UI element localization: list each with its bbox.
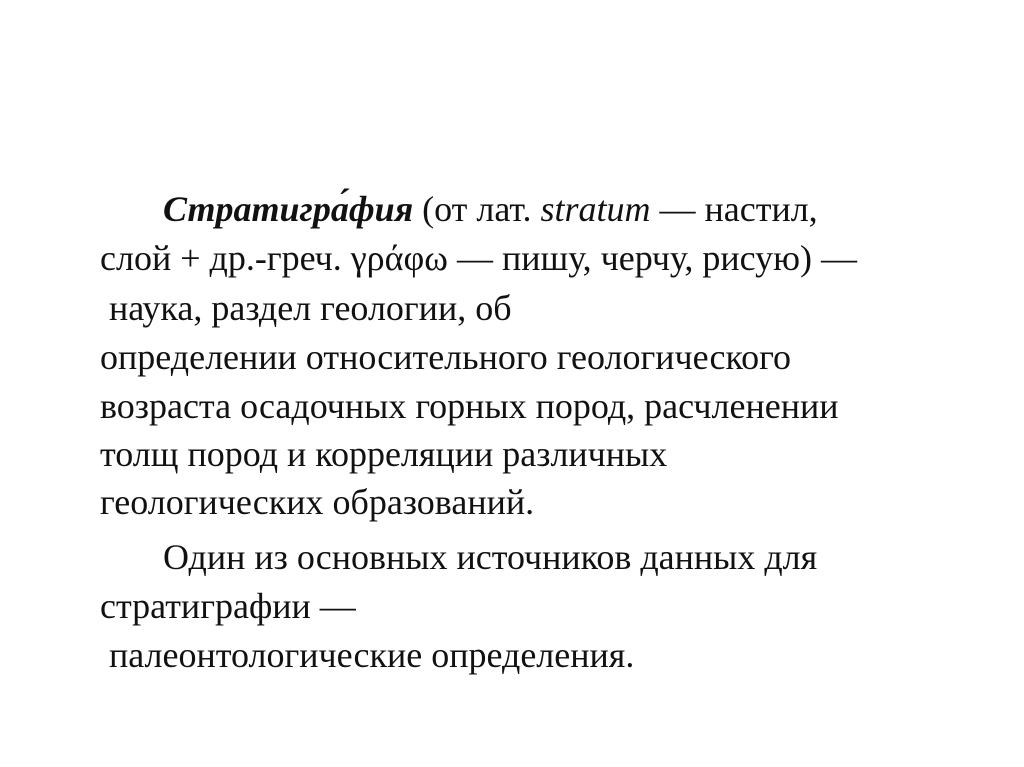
term-stratigraphy: Стратигра́фия bbox=[163, 189, 414, 229]
definition-line-2: слой + др.-греч. γράφω — пишу, черчу, рисую) — bbox=[100, 238, 857, 278]
sources-line-3: палеонтологические определения. bbox=[100, 635, 635, 675]
definition-line-5: возраста осадочных горных пород, расчленении bbox=[100, 386, 839, 426]
sources-line-1: Один из основных источников данных для bbox=[163, 537, 818, 577]
definition-line-4: определении относительного геологического bbox=[100, 337, 791, 377]
definition-line-7: геологических образований. bbox=[100, 482, 535, 522]
latin-word: stratum bbox=[540, 189, 651, 229]
etymology-prefix: (от лат. bbox=[413, 189, 541, 229]
sources-line-2: стратиграфии — bbox=[100, 586, 356, 626]
definition-line-3: наука, раздел геологии, об bbox=[100, 288, 512, 328]
definition-line-6: толщ пород и корреляции различных bbox=[100, 434, 668, 474]
etymology-meaning: — настил, bbox=[650, 189, 818, 229]
definition-line-1 bbox=[163, 185, 818, 233]
